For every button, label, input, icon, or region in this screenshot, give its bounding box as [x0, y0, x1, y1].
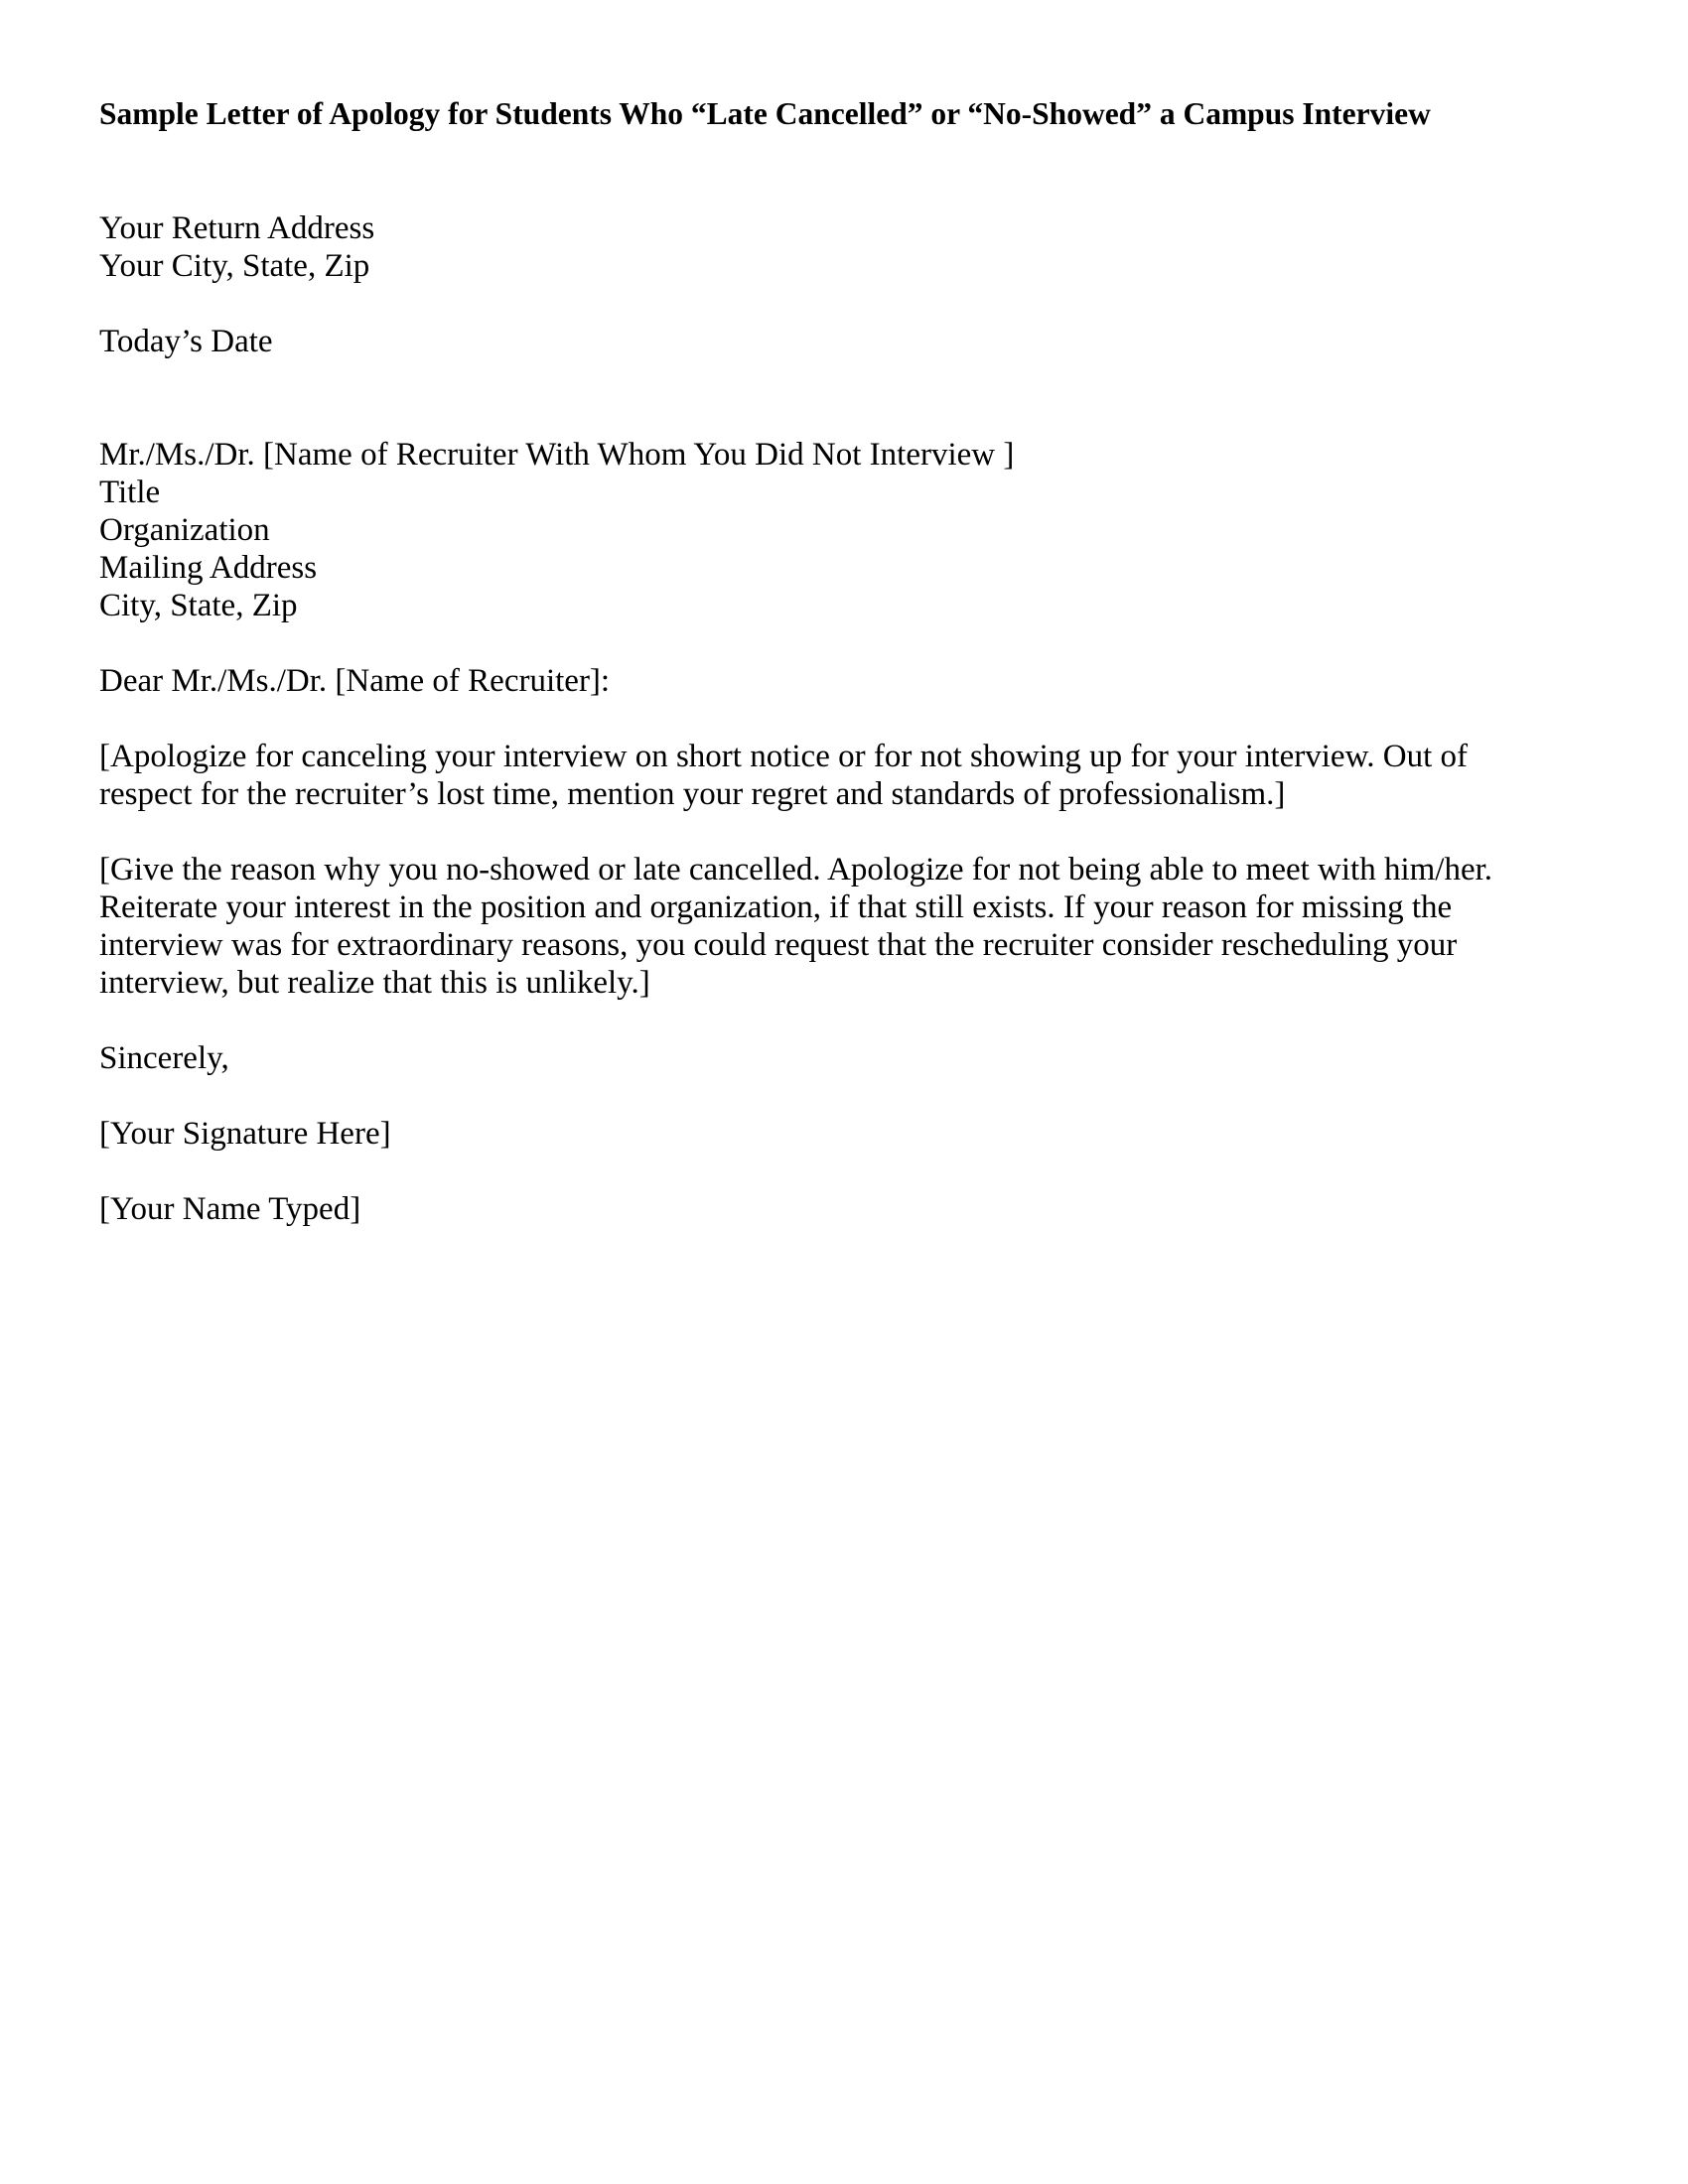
recipient-title: Title: [99, 475, 161, 510]
paragraph-line: interview, but realize that this is unlikely.]: [99, 965, 650, 1001]
typed-name-placeholder: [Your Name Typed]: [99, 1191, 361, 1227]
letter-content: [99, 95, 1589, 1228]
signature-placeholder: [Your Signature Here]: [99, 1116, 391, 1152]
recipient-organization: Organization: [99, 512, 270, 548]
paragraph-line: [Give the reason why you no-showed or late cancelled. Apologize for not being able to meet with him/her.: [99, 852, 1493, 887]
paragraph-line: Reiterate your interest in the position and organization, if that still exists. If your reason for missing the: [99, 889, 1453, 925]
recipient-address-block: [99, 436, 1589, 624]
paragraph-line: interview was for extraordinary reasons, you could request that the recruiter consider rescheduling your: [99, 927, 1458, 963]
letter-date: Today’s Date: [99, 324, 273, 359]
return-address-line: Your Return Address: [99, 210, 375, 246]
body-paragraph-2: [99, 851, 1589, 1002]
closing: Sincerely,: [99, 1040, 229, 1076]
salutation: Dear Mr./Ms./Dr. [Name of Recruiter]:: [99, 663, 611, 699]
body-paragraph-1: [99, 738, 1589, 813]
recipient-city-state-zip: City, State, Zip: [99, 588, 298, 623]
return-city-state-zip: Your City, State, Zip: [99, 248, 370, 284]
return-address-block: [99, 209, 1589, 285]
paragraph-line: respect for the recruiter’s lost time, mention your regret and standards of professionalism.]: [99, 776, 1286, 812]
recipient-mailing-address: Mailing Address: [99, 550, 318, 586]
document-title: Sample Letter of Apology for Students Who “Late Cancelled” or “No-Showed” a Campus Interview: [99, 96, 1431, 131]
recipient-name: Mr./Ms./Dr. [Name of Recruiter With Whom You Did Not Interview ]: [99, 437, 1015, 473]
paragraph-line: [Apologize for canceling your interview on short notice or for not showing up for your interview. Out of: [99, 739, 1469, 774]
